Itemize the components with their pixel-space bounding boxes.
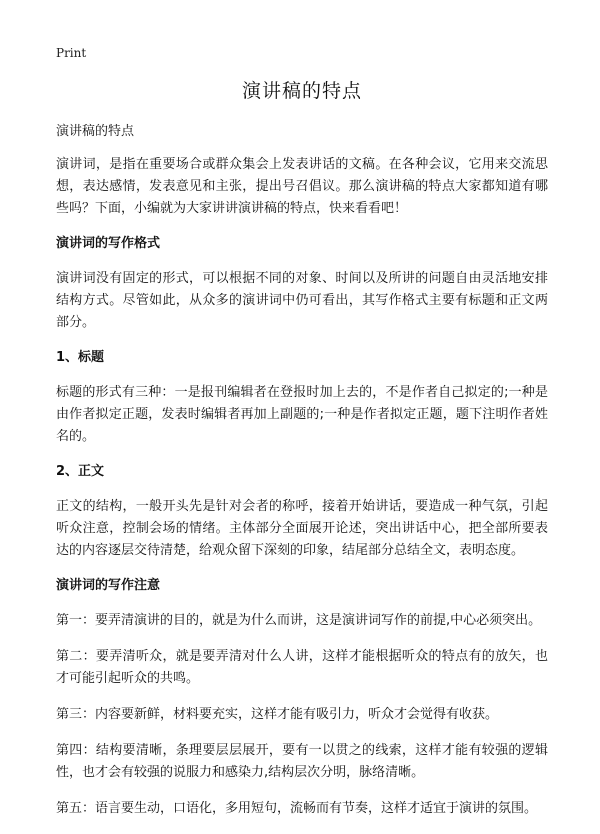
note-paragraph: 第二：要弄清听众，就是要弄清对什么人讲，这样才能根据听众的特点有的放矢，也才可能引起听众的共鸣。	[56, 649, 548, 686]
note-paragraph: 第三：内容要新鲜，材料要充实，这样才能有吸引力，听众才会觉得有收获。	[56, 707, 499, 722]
print-label: Print	[56, 46, 87, 60]
section-heading: 1、标题	[56, 350, 105, 365]
note-paragraph: 第五：语言要生动，口语化，多用短句，流畅而有节奏，这样才适宜于演讲的氛围。	[56, 801, 538, 816]
note-paragraph: 第四：结构要清晰，条理要层层展开，要有一以贯之的线索，这样才能有较强的逻辑性，也才会有较强的说服力和感染力,结构层次分明，脉络清晰。	[56, 743, 548, 780]
document-title: 演讲稿的特点	[241, 80, 362, 102]
section-heading: 演讲词的写作格式	[56, 236, 161, 251]
section-paragraph: 正文的结构，一般开头先是针对会者的称呼，接着开始讲话，要造成一种气氛，引起听众注意，控制会场的情绪。主体部分全面展开论述，突出讲话中心，把全部所要表达的内容逐层交待清楚，给观众留下深刻的印象，结尾部分总结全文，表明态度。	[56, 499, 548, 558]
section-heading: 2、正文	[56, 464, 105, 479]
section-paragraph: 标题的形式有三种：一是报刊编辑者在登报时加上去的，不是作者自己拟定的;一种是由作者拟定正题，发表时编辑者再加上副题的;一种是作者拟定正题，题下注明作者姓名的。	[56, 385, 548, 444]
document-subtitle: 演讲稿的特点	[56, 124, 135, 139]
section-heading: 演讲词的写作注意	[56, 578, 161, 593]
section-paragraph: 演讲词没有固定的形式，可以根据不同的对象、时间以及所讲的问题自由灵活地安排结构方式。尽管如此，从众多的演讲词中仍可看出，其写作格式主要有标题和正文两部分。	[56, 271, 548, 330]
document-body	[56, 76, 548, 834]
intro-paragraph: 演讲词，是指在重要场合或群众集会上发表讲话的文稿。在各种会议，它用来交流思想，表达感情，发表意见和主张，提出号召倡议。那么演讲稿的特点大家都知道有哪些吗？下面，小编就为大家讲讲演讲稿的特点，快来看看吧！	[56, 157, 548, 216]
note-paragraph: 第一：要弄清演讲的目的，就是为什么而讲，这是演讲词写作的前提,中心必须突出。	[56, 613, 542, 628]
